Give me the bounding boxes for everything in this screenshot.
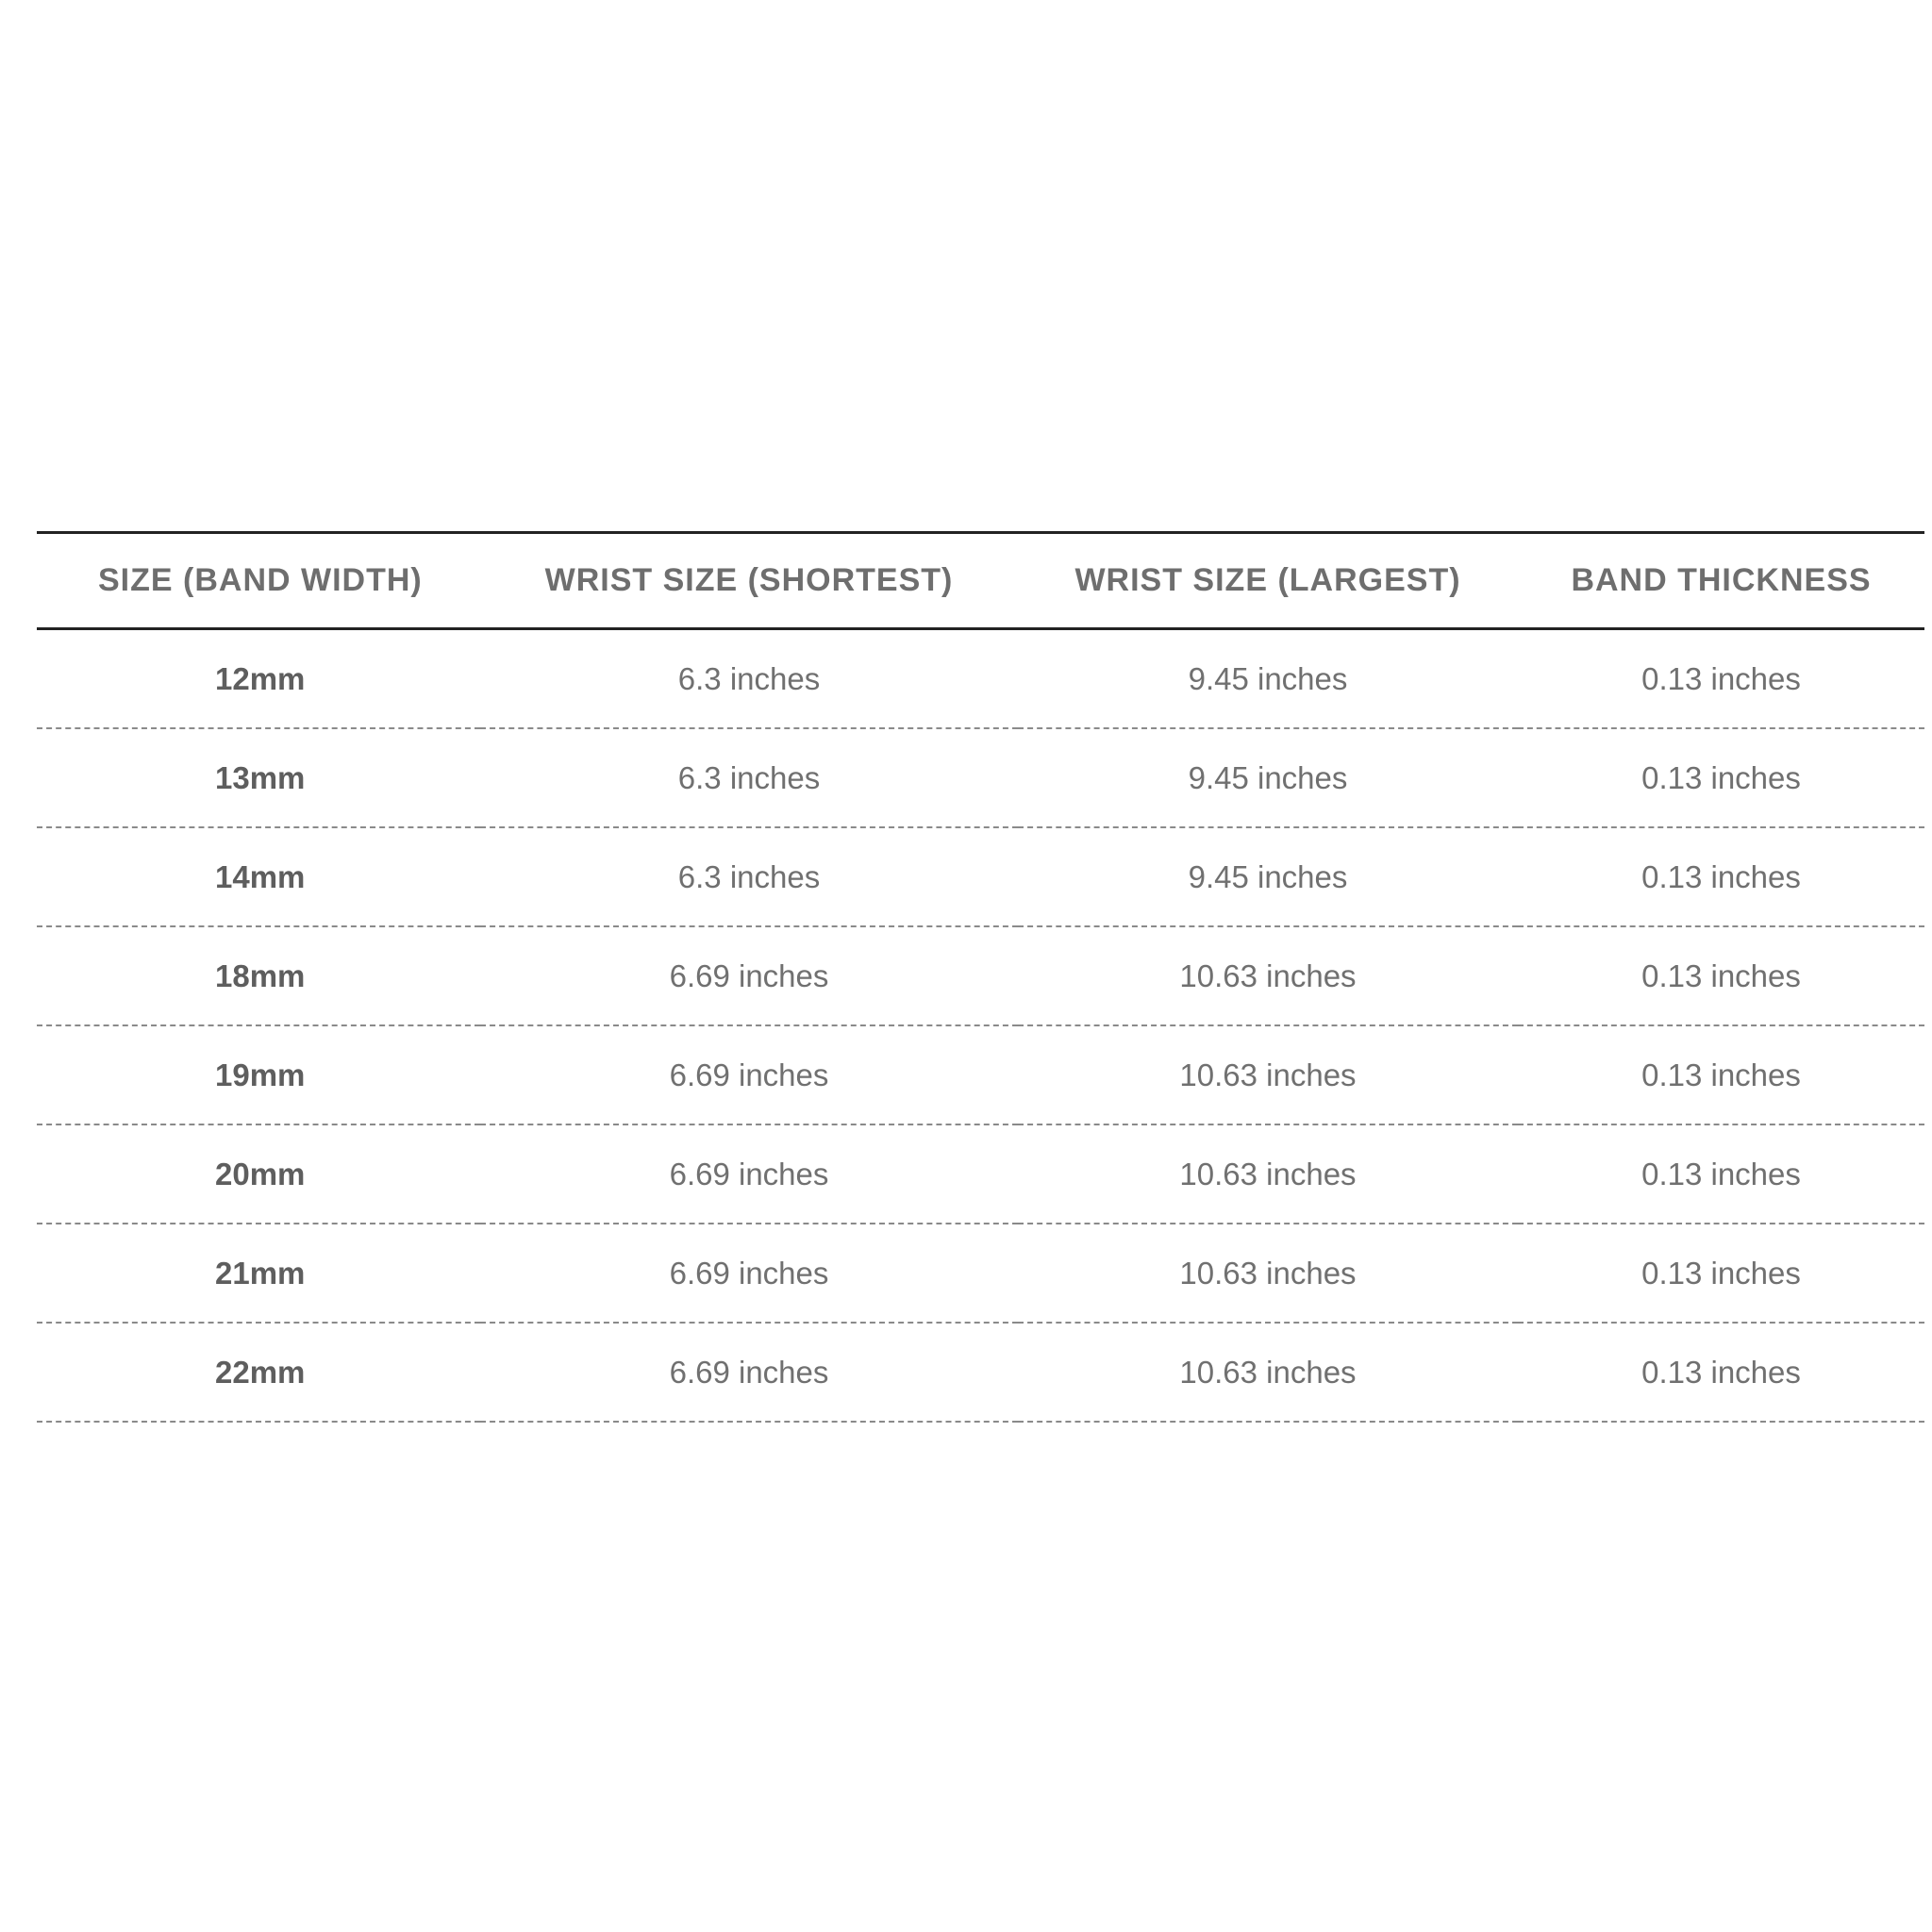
- cell-wrist-shortest: 6.69 inches: [669, 1255, 829, 1291]
- cell-wrist-shortest: 6.69 inches: [669, 1156, 829, 1191]
- cell-size: 20mm: [215, 1156, 306, 1191]
- table-row: [37, 728, 1924, 827]
- cell-wrist-largest: 10.63 inches: [1179, 958, 1357, 993]
- cell-size: 21mm: [215, 1255, 306, 1291]
- header-size-band-width: SIZE (BAND WIDTH): [98, 562, 423, 598]
- cell-band-thickness: 0.13 inches: [1641, 858, 1801, 894]
- table-row: [37, 1323, 1924, 1422]
- cell-wrist-largest: 9.45 inches: [1188, 759, 1348, 795]
- table-body: [37, 629, 1924, 1423]
- cell-wrist-shortest: 6.3 inches: [677, 660, 821, 696]
- cell-band-thickness: 0.13 inches: [1641, 958, 1801, 993]
- cell-band-thickness: 0.13 inches: [1641, 1255, 1801, 1291]
- cell-size: 22mm: [215, 1354, 306, 1390]
- cell-wrist-largest: 10.63 inches: [1179, 1156, 1357, 1191]
- cell-band-thickness: 0.13 inches: [1641, 660, 1801, 696]
- cell-band-thickness: 0.13 inches: [1641, 1057, 1801, 1092]
- table-header: [37, 533, 1924, 629]
- cell-wrist-shortest: 6.3 inches: [677, 759, 821, 795]
- cell-wrist-largest: 10.63 inches: [1179, 1057, 1357, 1092]
- cell-wrist-shortest: 6.69 inches: [669, 958, 829, 993]
- cell-size: 18mm: [215, 958, 306, 993]
- cell-wrist-largest: 10.63 inches: [1179, 1354, 1357, 1390]
- cell-band-thickness: 0.13 inches: [1641, 759, 1801, 795]
- cell-wrist-largest: 10.63 inches: [1179, 1255, 1357, 1291]
- table-row: [37, 926, 1924, 1025]
- cell-wrist-shortest: 6.3 inches: [677, 858, 821, 894]
- cell-size: 14mm: [215, 858, 306, 894]
- cell-band-thickness: 0.13 inches: [1641, 1156, 1801, 1191]
- table-row: [37, 1224, 1924, 1323]
- cell-wrist-largest: 9.45 inches: [1188, 858, 1348, 894]
- header-wrist-size-shortest: WRIST SIZE (SHORTEST): [544, 562, 954, 598]
- table-row: [37, 1025, 1924, 1124]
- cell-size: 19mm: [215, 1057, 306, 1092]
- cell-wrist-shortest: 6.69 inches: [669, 1057, 829, 1092]
- cell-size: 13mm: [215, 759, 306, 795]
- cell-size: 12mm: [215, 660, 306, 696]
- table-row: [37, 827, 1924, 926]
- cell-band-thickness: 0.13 inches: [1641, 1354, 1801, 1390]
- cell-wrist-largest: 9.45 inches: [1188, 660, 1348, 696]
- table-row: [37, 1124, 1924, 1224]
- table-row: [37, 629, 1924, 729]
- header-wrist-size-largest: WRIST SIZE (LARGEST): [1074, 562, 1461, 598]
- cell-wrist-shortest: 6.69 inches: [669, 1354, 829, 1390]
- header-band-thickness: BAND THICKNESS: [1571, 562, 1872, 598]
- header-row: [37, 533, 1924, 629]
- size-chart-table: [37, 531, 1924, 1423]
